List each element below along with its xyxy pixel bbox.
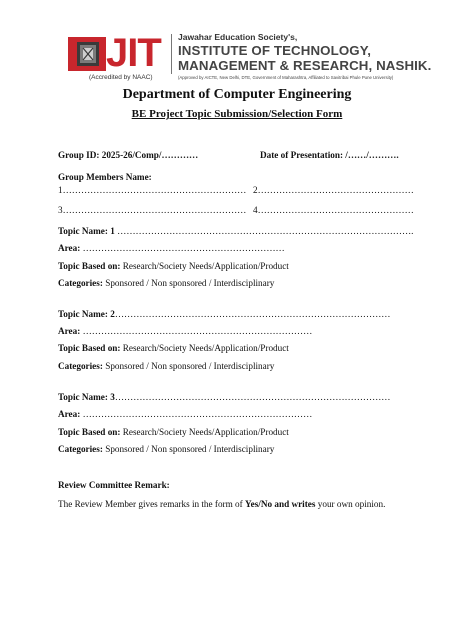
area-dots: ………………………………………………………………… bbox=[80, 326, 313, 336]
based-label: Topic Based on: bbox=[58, 427, 121, 437]
categories-value: Sponsored / Non sponsored / Interdisciplinary bbox=[102, 361, 275, 371]
topic-3-categories bbox=[58, 444, 274, 454]
area-dots: ………………………………………………………………… bbox=[80, 409, 313, 419]
review-remark-heading: Review Committee Remark: bbox=[58, 480, 170, 490]
area-label: Area: bbox=[58, 326, 81, 336]
categories-label: Categories: bbox=[58, 444, 103, 454]
accreditation-text: (Accredited by NAAC) bbox=[89, 74, 153, 81]
based-value: Research/Society Needs/Application/Product bbox=[120, 427, 289, 437]
review-remark-text bbox=[58, 499, 385, 509]
topic-3-based-on bbox=[58, 427, 289, 437]
topic-1-categories bbox=[58, 278, 274, 288]
categories-label: Categories: bbox=[58, 278, 103, 288]
topic-3-name bbox=[58, 392, 390, 402]
topic-label: Topic Name: 1 bbox=[58, 226, 115, 236]
topic-3-area bbox=[58, 409, 312, 419]
remark-text-part1: The Review Member gives remarks in the form of bbox=[58, 499, 246, 509]
member-3-line: 3…………………………………………………… bbox=[58, 205, 247, 215]
presentation-date-field: Date of Presentation: /……/………. bbox=[260, 150, 399, 160]
topic-2-categories bbox=[58, 361, 274, 371]
categories-label: Categories: bbox=[58, 361, 103, 371]
header-divider bbox=[171, 34, 172, 74]
based-value: Research/Society Needs/Application/Product bbox=[120, 261, 289, 271]
department-title: Department of Computer Engineering bbox=[122, 87, 352, 102]
topic-1-based-on bbox=[58, 261, 289, 271]
group-members-label: Group Members Name: bbox=[58, 172, 152, 182]
categories-value: Sponsored / Non sponsored / Interdisciplinary bbox=[102, 278, 275, 288]
based-label: Topic Based on: bbox=[58, 261, 121, 271]
approval-text: (Approved by AICTE, New Delhi, DTE, Government of Maharashtra, Affiliated to Savitribai Phule Pune University) bbox=[178, 75, 394, 80]
logo-letters: JIT bbox=[106, 31, 161, 75]
topic-2-area bbox=[58, 326, 312, 336]
institute-name-line1: INSTITUTE OF TECHNOLOGY, bbox=[178, 43, 371, 58]
group-id-field: Group ID: 2025-26/Comp/………… bbox=[58, 150, 199, 160]
topic-1-name bbox=[58, 226, 413, 236]
member-4-line: 4…………………………………………… bbox=[253, 205, 414, 215]
topic-dots: ……………………………………………………………………………… bbox=[114, 309, 391, 319]
based-label: Topic Based on: bbox=[58, 343, 121, 353]
topic-dots: ……………………………………………………………………………… bbox=[114, 392, 391, 402]
based-value: Research/Society Needs/Application/Product bbox=[120, 343, 289, 353]
topic-2-based-on bbox=[58, 343, 289, 353]
remark-text-part2: your own opinion. bbox=[315, 499, 386, 509]
area-label: Area: bbox=[58, 243, 81, 253]
topic-label: Topic Name: 3 bbox=[58, 392, 115, 402]
member-2-line: 2…………………………………………… bbox=[253, 185, 414, 195]
remark-text-bold: Yes/No and writes bbox=[245, 499, 316, 509]
member-1-line: 1…………………………………………………… bbox=[58, 185, 247, 195]
topic-1-area bbox=[58, 243, 285, 253]
form-title-text: BE Project Topic Submission/Selection Form bbox=[131, 108, 343, 120]
area-dots: ………………………………………………………… bbox=[80, 243, 285, 253]
college-logo-icon bbox=[68, 37, 106, 71]
categories-value: Sponsored / Non sponsored / Interdisciplinary bbox=[102, 444, 275, 454]
topic-label: Topic Name: 2 bbox=[58, 309, 115, 319]
society-name: Jawahar Education Society's, bbox=[178, 32, 298, 42]
form-title bbox=[0, 108, 474, 120]
area-label: Area: bbox=[58, 409, 81, 419]
topic-2-name bbox=[58, 309, 390, 319]
topic-dots: ……………………………………………………………………………………. bbox=[114, 226, 414, 236]
institute-name-line2: MANAGEMENT & RESEARCH, NASHIK. bbox=[178, 58, 432, 73]
